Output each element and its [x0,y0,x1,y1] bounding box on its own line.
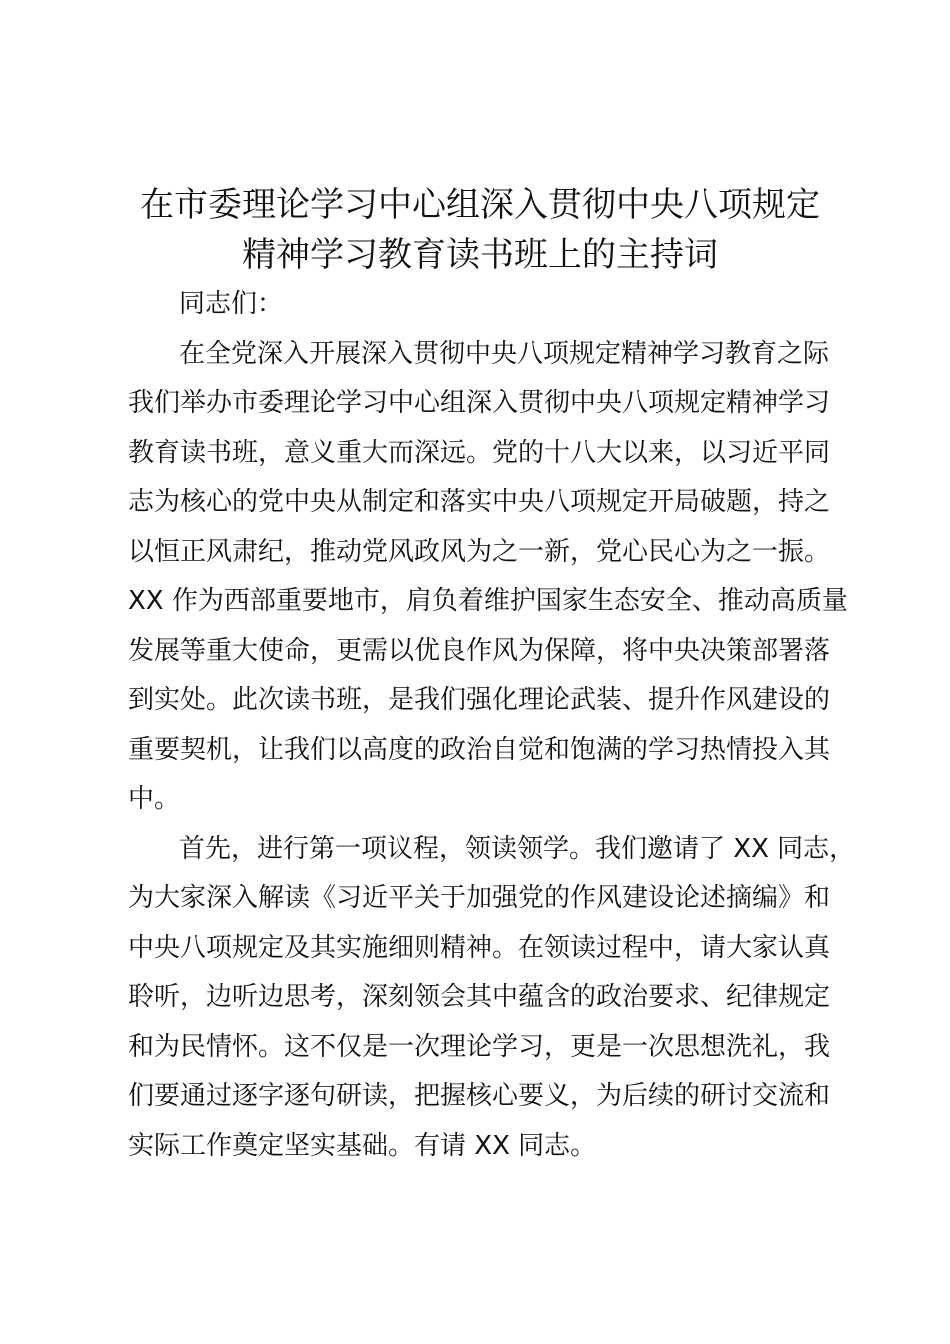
paragraph-line: 实际工作奠定坚实基础。有请 XX 同志。 [128,1130,597,1161]
paragraph-line: 教育读书班，意义重大而深远。党的十八大以来，以习近平同 [128,437,831,468]
document-body [128,280,856,1171]
paragraph-line: 首先，进行第一项议程，领读领学。我们邀请了 XX 同志， [179,833,856,864]
paragraph-1 [128,330,848,825]
document-title [110,180,850,280]
paragraph-line: 发展等重大使命，更需以优良作风为保障，将中央决策部署落 [128,635,831,666]
paragraph-line: 和为民情怀。这不仅是一次理论学习，更是一次思想洗礼，我 [128,1031,831,1062]
paragraph-line: 中央八项规定及其实施细则精神。在领读过程中，请大家认真 [128,932,831,963]
paragraph-line: 们要通过逐字逐句研读，把握核心要义，为后续的研讨交流和 [128,1081,831,1111]
paragraph-line: 志为核心的党中央从制定和落实中央八项规定开局破题，持之 [128,487,831,517]
paragraph-line: 中。 [128,784,181,814]
greeting: 同志们： [179,289,284,319]
paragraph-line: 我们举办市委理论学习中心组深入贯彻中央八项规定精神学习 [128,388,831,418]
paragraph-line: 以恒正风肃纪，推动党风政风为之一新，党心民心为之一振。 [128,536,831,567]
paragraph-line: 聆听，边听边思考，深刻领会其中蕴含的政治要求、纪律规定 [128,982,831,1012]
paragraph-2 [128,825,856,1172]
paragraph-line: 重要契机，让我们以高度的政治自觉和饱满的学习热情投入其 [128,734,831,765]
paragraph-line: 在全党深入开展深入贯彻中央八项规定精神学习教育之际 [179,338,830,369]
paragraph-line: XX 作为西部重要地市，肩负着维护国家生态安全、推动高质量 [128,586,848,616]
title-line-1: 在市委理论学习中心组深入贯彻中央八项规定 [140,185,820,225]
paragraph-line: 到实处。此次读书班，是我们强化理论武装、提升作风建设的 [128,685,831,715]
paragraph-line: 为大家深入解读《习近平关于加强党的作风建设论述摘编》和 [128,883,831,913]
title-line-2: 精神学习教育读书班上的主持词 [242,235,718,275]
